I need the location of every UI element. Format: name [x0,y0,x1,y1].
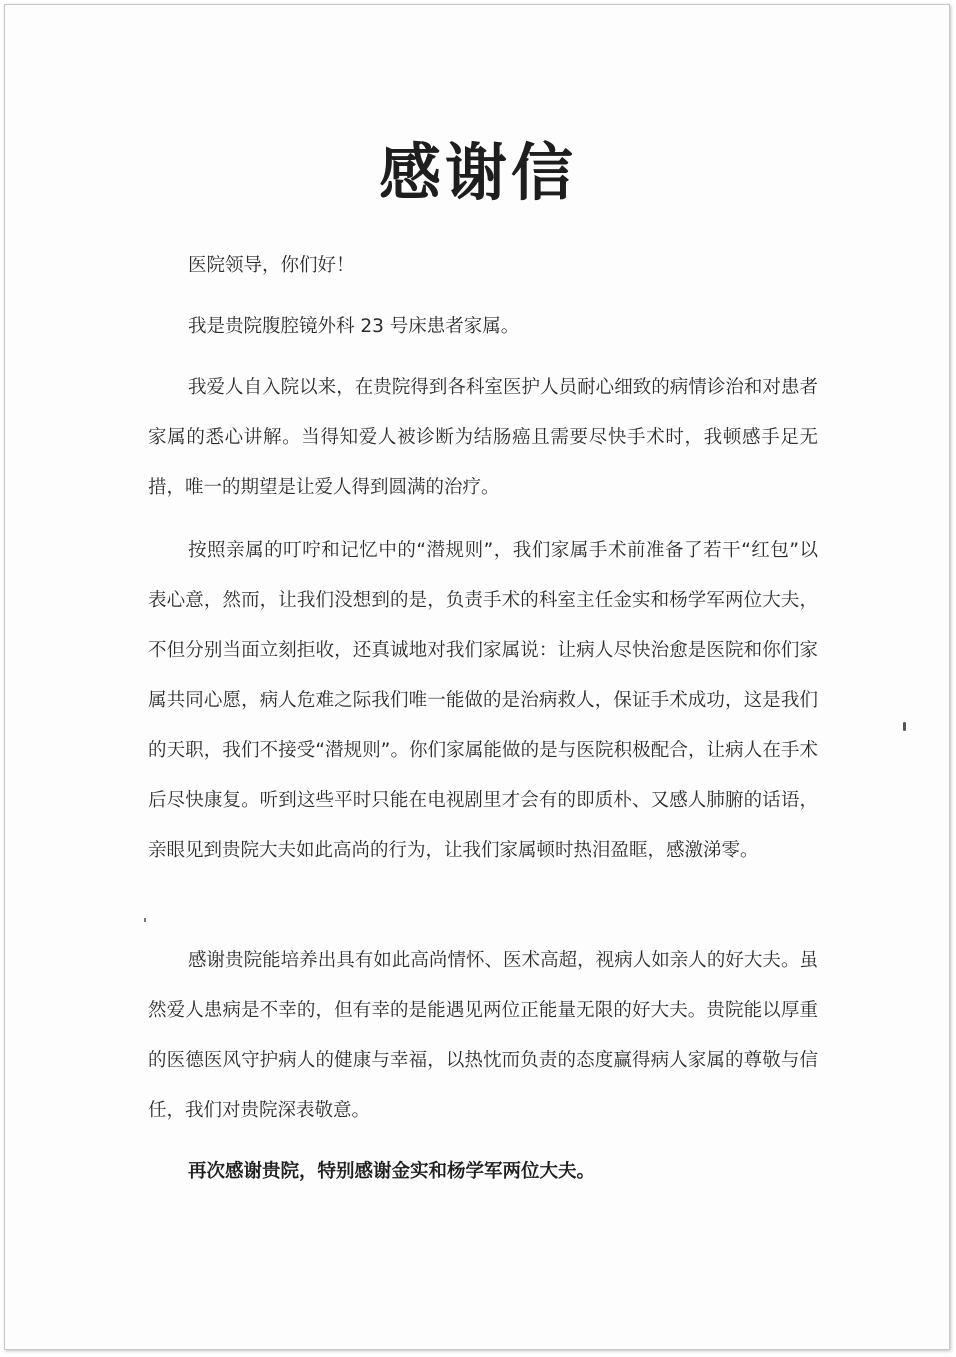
scan-speck-mark [903,722,906,731]
closing-line: 再次感谢贵院，特别感谢金实和杨学军两位大夫。 [188,1161,596,1182]
body-paragraph-3: 感谢贵院能培养出具有如此高尚情怀、医术高超，视病人如亲人的好大夫。虽然爱人患病是不幸的，但有幸的是能遇见两位正能量无限的好大夫。贵院能以厚重的医德医风守护病人的健康与幸福，以热忱而负责的态度赢得病人家属的尊敬与信任，我们对贵院深表敬意。 [148,950,818,1121]
body-paragraph-2: 按照亲属的叮咛和记忆中的“潜规则”，我们家属手术前准备了若干“红包”以表心意，然而，让我们没想到的是，负责手术的科室主任金实和杨学军两位大夫，不但分别当面立刻拒收，还真诚地对我们家属说：让病人尽快治愈是医院和你们家属共同心愿，病人危难之际我们唯一能做的是治病救人，保证手术成功，这是我们的天职，我们不接受“潜规则”。你们家属能做的是与医院积极配合，让病人在手术后尽快康复。听到这些平时只能在电视剧里才会有的即质朴、又感人肺腑的话语，亲眼见到贵院大夫如此高尚的行为，让我们家属顿时热泪盈眶，感激涕零。 [148,540,818,861]
intro-paragraph: 我是贵院腹腔镜外科 23 号床患者家属。 [188,316,520,337]
letter-title: 感谢信 [378,136,577,209]
body-paragraph-1: 我爱人自入院以来，在贵院得到各科室医护人员耐心细致的病情诊治和对患者家属的悉心讲解。当得知爱人被诊断为结肠癌且需要尽快手术时，我顿感手足无措，唯一的期望是让爱人得到圆满的治疗。 [148,377,818,498]
greeting-line: 医院领导，你们好！ [188,255,355,276]
scan-speck-mark-small [144,918,146,922]
letter-page [4,4,950,1350]
